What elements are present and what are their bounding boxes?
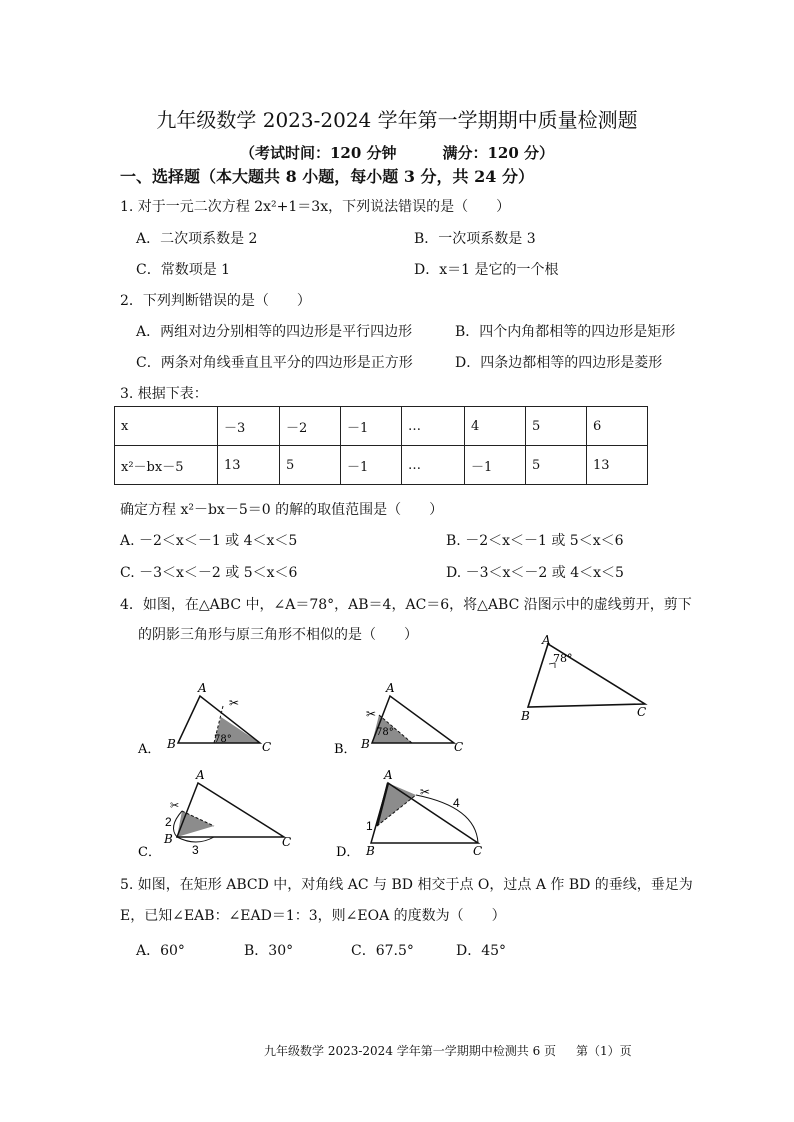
scissors-icon: ✂ bbox=[366, 707, 377, 721]
exam-time: （考试时间：120 分钟 bbox=[239, 144, 397, 162]
vertex-c-label: C bbox=[637, 705, 647, 719]
page-footer bbox=[264, 1042, 632, 1059]
table-cell: x bbox=[115, 407, 218, 446]
question-4-stem-line-1: 4．如图，在△ABC 中，∠A＝78°，AB＝4，AC＝6，将△ABC 沿图示中的虚线剪开，剪下 bbox=[120, 597, 692, 613]
option-a-label[interactable]: A． bbox=[138, 742, 161, 757]
table-cell: 13 bbox=[218, 446, 280, 485]
vertex-b-label: B bbox=[167, 737, 176, 751]
vertex-b-label: B bbox=[164, 832, 173, 846]
vertex-c-label: C bbox=[454, 740, 464, 754]
question-3-stem: 3. 根据下表： bbox=[120, 386, 208, 402]
length-label-2: 2 bbox=[165, 815, 172, 829]
vertex-a-label: A bbox=[198, 681, 207, 695]
question-2-option-a[interactable]: A．两组对边分别相等的四边形是平行四边形 bbox=[136, 324, 413, 340]
table-cell: －3 bbox=[218, 407, 280, 446]
table-cell: 6 bbox=[587, 407, 648, 446]
table-cell: 5 bbox=[280, 446, 341, 485]
vertex-c-label: C bbox=[473, 844, 483, 858]
option-a-figure bbox=[136, 680, 286, 760]
question-2-option-c[interactable]: C．两条对角线垂直且平分的四边形是正方形 bbox=[136, 355, 413, 371]
table-cell: －2 bbox=[280, 407, 341, 446]
question-1-option-b[interactable]: B．一次项系数是 3 bbox=[414, 231, 536, 247]
angle-label: 78° bbox=[553, 652, 573, 665]
option-d-label[interactable]: D． bbox=[336, 845, 360, 860]
question-5-option-c[interactable]: C．67.5° bbox=[351, 943, 414, 959]
table-cell: x²－bx－5 bbox=[115, 446, 218, 485]
exam-score: 满分：120 分） bbox=[442, 144, 555, 162]
triangle-abc bbox=[528, 644, 645, 707]
question-5-stem-line-2: E，已知∠EAB：∠EAD＝1：3，则∠EOA 的度数为（ ） bbox=[120, 908, 506, 924]
table-cell: －1 bbox=[341, 446, 402, 485]
exam-info bbox=[0, 142, 794, 163]
question-5-option-d[interactable]: D．45° bbox=[456, 943, 507, 959]
question-3-option-d[interactable]: D. －3＜x＜－2 或 4＜x＜5 bbox=[446, 565, 624, 581]
vertex-a-label: A bbox=[384, 768, 393, 782]
table-cell: 4 bbox=[465, 407, 526, 446]
scissors-icon: ✂ bbox=[420, 785, 431, 799]
question-1-stem: 1. 对于一元二次方程 2x²+1＝3x，下列说法错误的是（ ） bbox=[120, 199, 511, 215]
table-row bbox=[115, 407, 648, 446]
angle-label: 78° bbox=[214, 734, 232, 745]
vertex-a-label: A bbox=[196, 768, 205, 782]
table-cell: －1 bbox=[465, 446, 526, 485]
question-4-stem-line-2: 的阴影三角形与原三角形不相似的是（ ） bbox=[138, 627, 418, 643]
question-2-stem: 2．下列判断错误的是（ ） bbox=[120, 293, 311, 309]
question-2-option-d[interactable]: D．四条边都相等的四边形是菱形 bbox=[455, 355, 663, 371]
question-1-option-c[interactable]: C．常数项是 1 bbox=[136, 262, 231, 278]
vertex-a-label: A bbox=[542, 633, 551, 647]
question-5-option-b[interactable]: B．30° bbox=[244, 943, 294, 959]
question-2-option-b[interactable]: B．四个内角都相等的四边形是矩形 bbox=[455, 324, 676, 340]
option-d-figure bbox=[336, 765, 496, 860]
table-cell: －1 bbox=[341, 407, 402, 446]
vertex-b-label: B bbox=[521, 709, 530, 723]
original-triangle-figure bbox=[515, 632, 655, 724]
question-3-option-b[interactable]: B. －2＜x＜－1 或 5＜x＜6 bbox=[446, 533, 624, 549]
option-b-label[interactable]: B． bbox=[334, 742, 357, 757]
length-label-4: 4 bbox=[453, 796, 460, 810]
vertex-b-label: B bbox=[361, 737, 370, 751]
table-cell: 13 bbox=[587, 446, 648, 485]
question-1-option-d[interactable]: D．x＝1 是它的一个根 bbox=[414, 262, 559, 278]
angle-label: 78° bbox=[376, 727, 394, 738]
page-title: 九年级数学 2023-2024 学年第一学期期中质量检测题 bbox=[156, 108, 638, 132]
option-b-figure bbox=[334, 680, 484, 760]
table-row bbox=[115, 446, 648, 485]
table-cell: … bbox=[402, 407, 465, 446]
question-3-option-c[interactable]: C. －3＜x＜－2 或 5＜x＜6 bbox=[120, 565, 298, 581]
table-cell: 5 bbox=[526, 446, 587, 485]
question-3-text: 确定方程 x²－bx－5＝0 的解的取值范围是（ ） bbox=[120, 502, 444, 518]
vertex-c-label: C bbox=[262, 740, 272, 754]
vertex-a-label: A bbox=[386, 681, 395, 695]
scissors-icon: ✂ bbox=[229, 696, 240, 710]
option-c-label[interactable]: C． bbox=[138, 845, 161, 860]
length-label-1: 1 bbox=[366, 819, 373, 833]
vertex-c-label: C bbox=[282, 835, 292, 849]
table-cell: … bbox=[402, 446, 465, 485]
page-number: 第（1）页 bbox=[576, 1044, 632, 1058]
table-cell: 5 bbox=[526, 407, 587, 446]
question-3-option-a[interactable]: A. －2＜x＜－1 或 4＜x＜5 bbox=[120, 533, 298, 549]
section-heading: 一、选择题（本大题共 8 小题，每小题 3 分，共 24 分） bbox=[120, 167, 534, 186]
value-table bbox=[114, 406, 648, 485]
question-5-option-a[interactable]: A．60° bbox=[136, 943, 185, 959]
option-c-figure bbox=[136, 765, 301, 860]
vertex-b-label: B bbox=[366, 844, 375, 858]
footer-text: 九年级数学 2023-2024 学年第一学期期中检测共 6 页 bbox=[264, 1044, 557, 1058]
question-1-option-a[interactable]: A．二次项系数是 2 bbox=[136, 231, 258, 247]
question-5-stem-line-1: 5. 如图，在矩形 ABCD 中，对角线 AC 与 BD 相交于点 O，过点 A 作 BD 的垂线，垂足为 bbox=[120, 877, 693, 893]
length-label-3: 3 bbox=[192, 843, 199, 857]
scissors-icon: ✂ bbox=[170, 799, 180, 812]
